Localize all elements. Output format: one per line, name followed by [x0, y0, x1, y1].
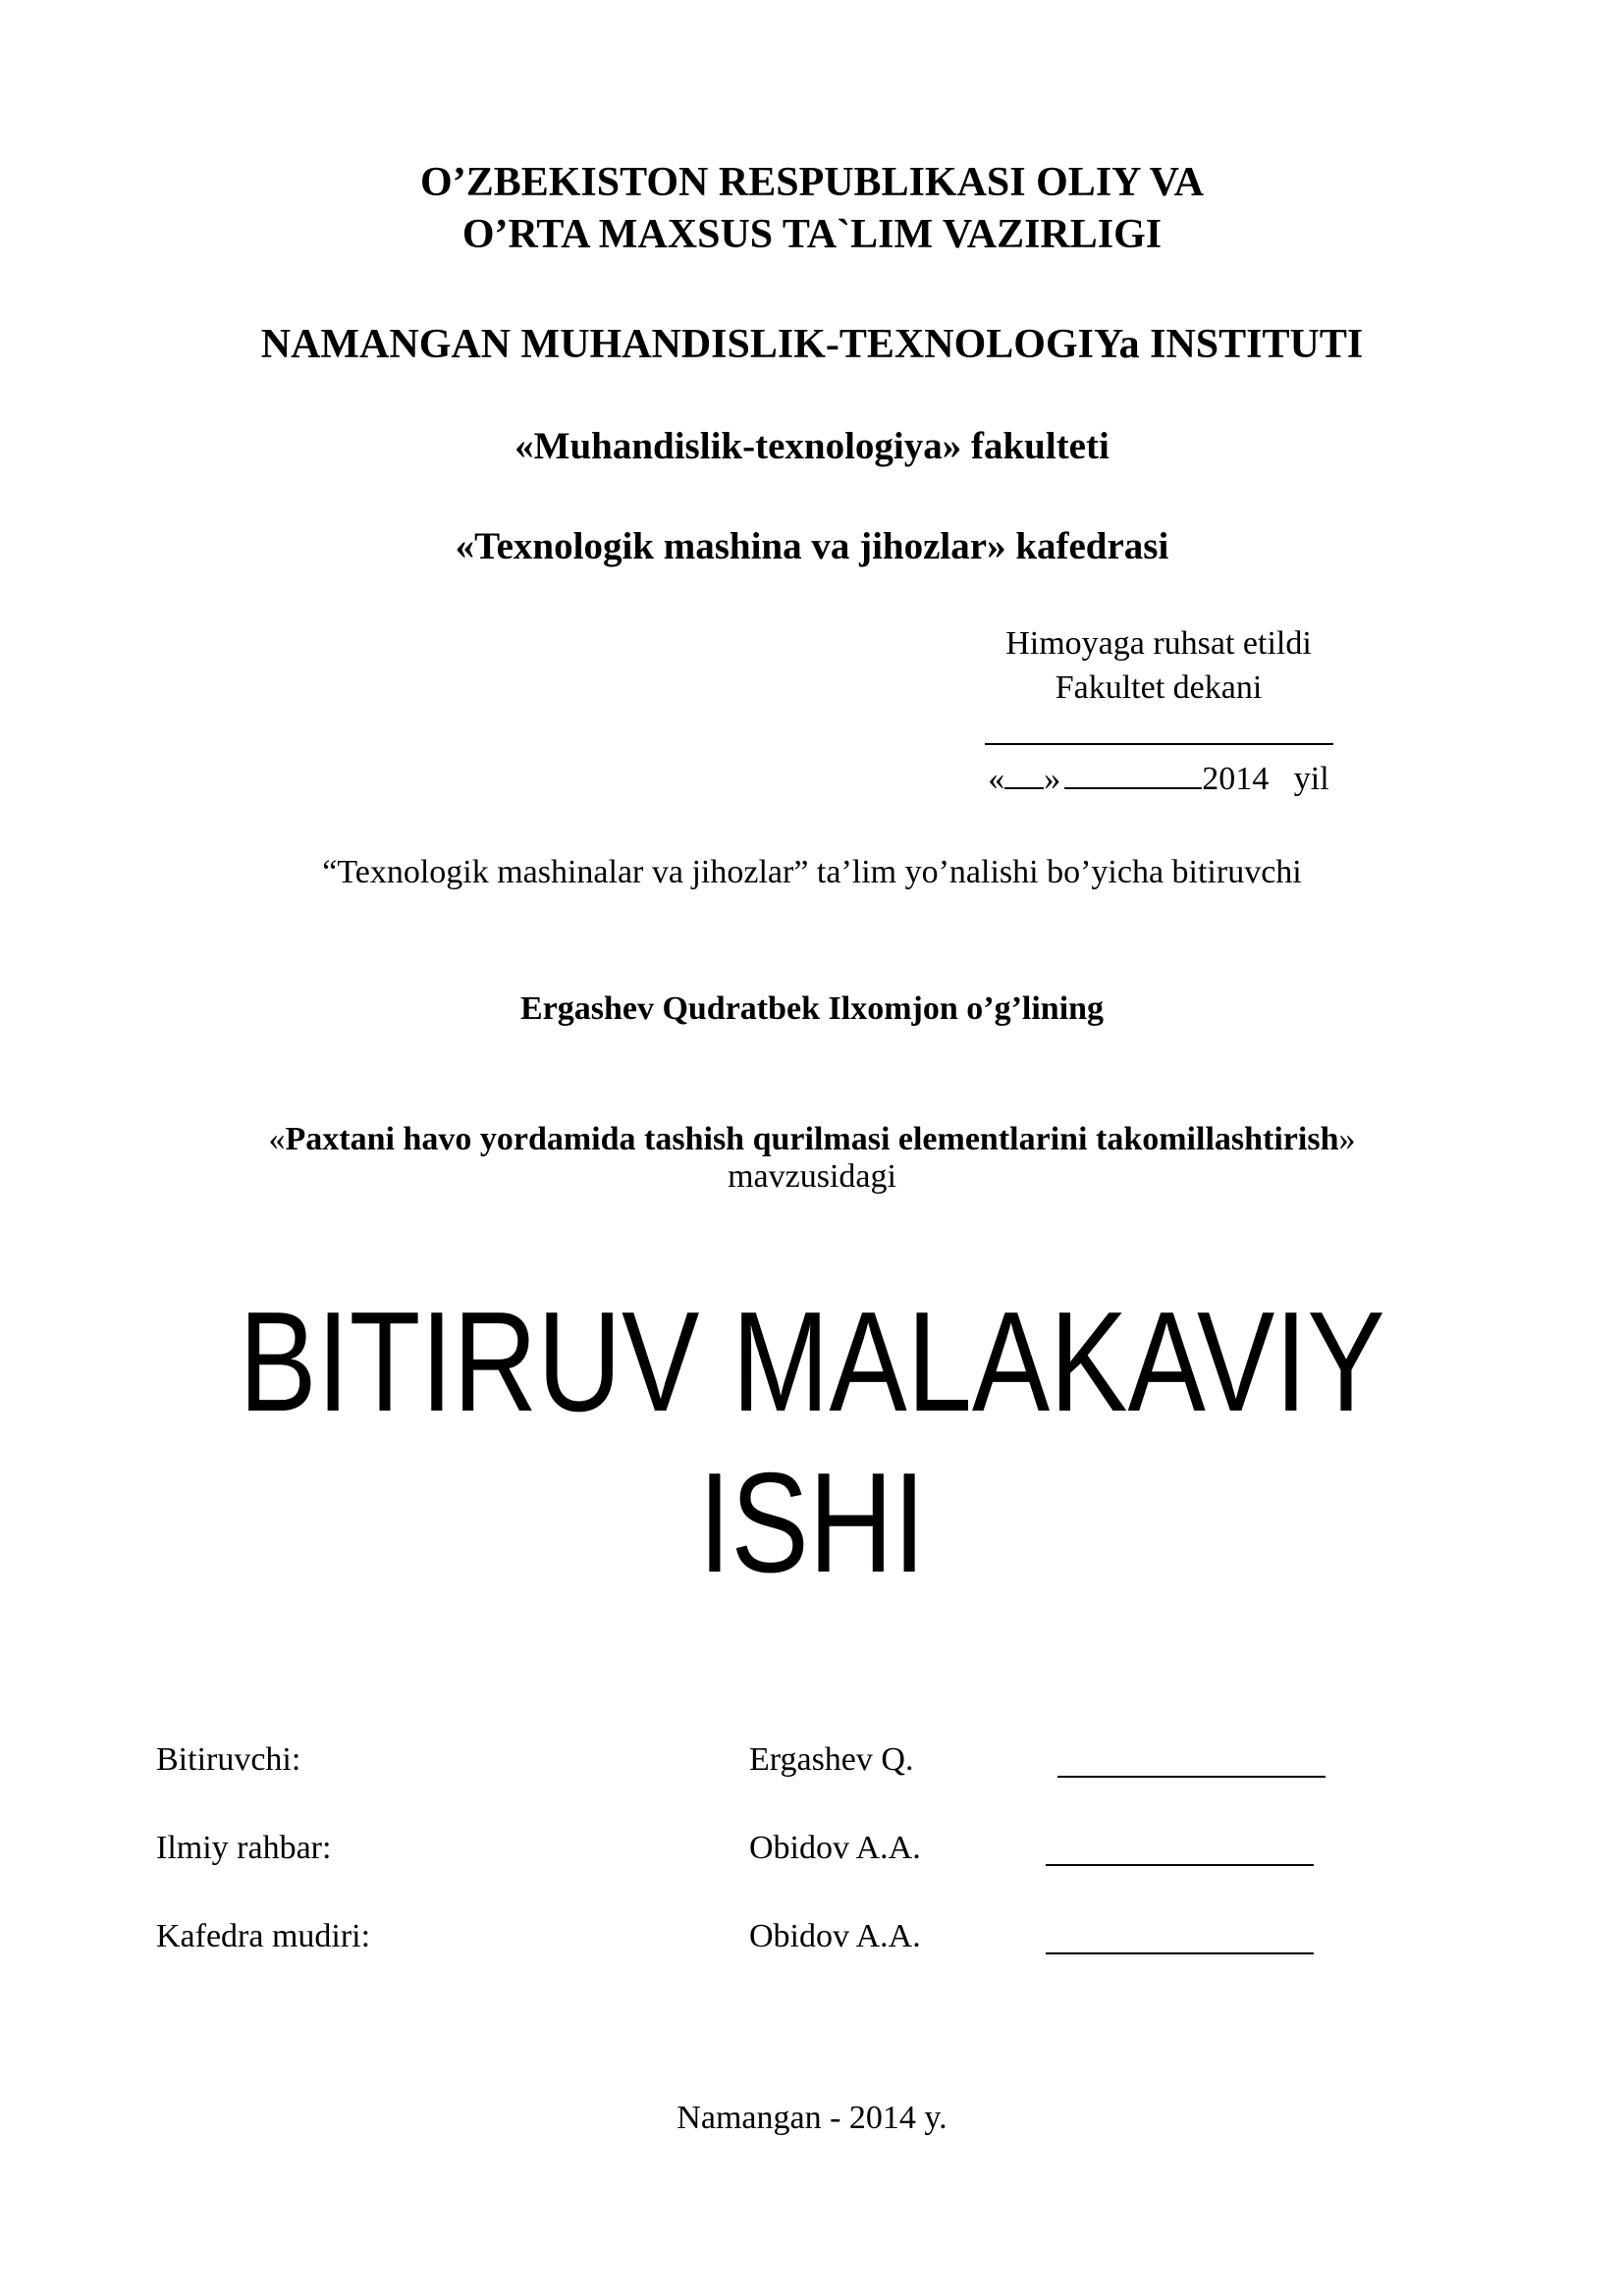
place-and-year: Namangan - 2014 y. [677, 2100, 947, 2136]
signature-row-department-head [0, 1914, 1624, 1963]
day-blank [1004, 758, 1044, 789]
topic-open-quote: « [268, 1121, 286, 1157]
date-year: 2014 [1202, 761, 1270, 797]
signature-row-supervisor [0, 1826, 1624, 1875]
signature-person: Obidov A.A. [749, 1830, 921, 1866]
date-close-quote: » [1044, 761, 1061, 797]
date-open-quote: « [988, 761, 1005, 797]
signature-line [1057, 1776, 1326, 1778]
topic-title: Paxtani havo yordamida tashish qurilmasi elementlarini takomillashtirish [285, 1121, 1339, 1157]
approval-block [923, 621, 1394, 801]
education-direction: “Texnologik mashinalar va jihozlar” ta’lim yo’nalishi bo’yicha bitiruvchi [322, 854, 1302, 890]
dean-signature-line [923, 710, 1394, 757]
work-title-line-2: ISHI [698, 1443, 926, 1602]
approval-date [923, 757, 1394, 801]
institute-name: NAMANGAN MUHANDISLIK-TEXNOLOGIYa INSTITUTI [260, 322, 1364, 367]
ministry-heading [0, 157, 1624, 261]
topic-close-quote: » [1338, 1121, 1356, 1157]
thesis-topic [0, 1121, 1624, 1196]
approval-line-1: Himoyaga ruhsat etildi [1005, 625, 1312, 662]
signature-person: Obidov A.A. [749, 1918, 921, 1954]
department-name: «Texnologik mashina va jihozlar» kafedrasi [455, 525, 1169, 567]
signature-line [1046, 1952, 1314, 1954]
work-title-line-1: BITIRUV MALAKAVIY [239, 1282, 1385, 1441]
ministry-line-2: O’RTA MAXSUS TA`LIM VAZIRLIGI [461, 212, 1163, 257]
month-blank [1064, 758, 1202, 789]
topic-suffix: mavzusidagi [728, 1158, 896, 1195]
signature-role: Bitiruvchi: [156, 1741, 301, 1778]
signature-role: Kafedra mudiri: [156, 1918, 371, 1954]
topic-line [0, 1121, 1624, 1158]
signature-role: Ilmiy rahbar: [156, 1830, 332, 1866]
ministry-line-1: O’ZBEKISTON RESPUBLIKASI OLIY VA [420, 160, 1204, 205]
student-name: Ergashev Qudratbek Ilxomjon o’g’lining [519, 990, 1105, 1027]
work-type-title [146, 1281, 1478, 1603]
faculty-name: «Muhandislik-texnologiya» fakulteti [514, 425, 1110, 467]
date-suffix: yil [1293, 761, 1329, 797]
signature-row-graduate [0, 1737, 1624, 1787]
signature-line [1046, 1864, 1314, 1866]
signature-person: Ergashev Q. [749, 1741, 914, 1778]
approval-line-2: Fakultet dekani [1055, 669, 1263, 706]
